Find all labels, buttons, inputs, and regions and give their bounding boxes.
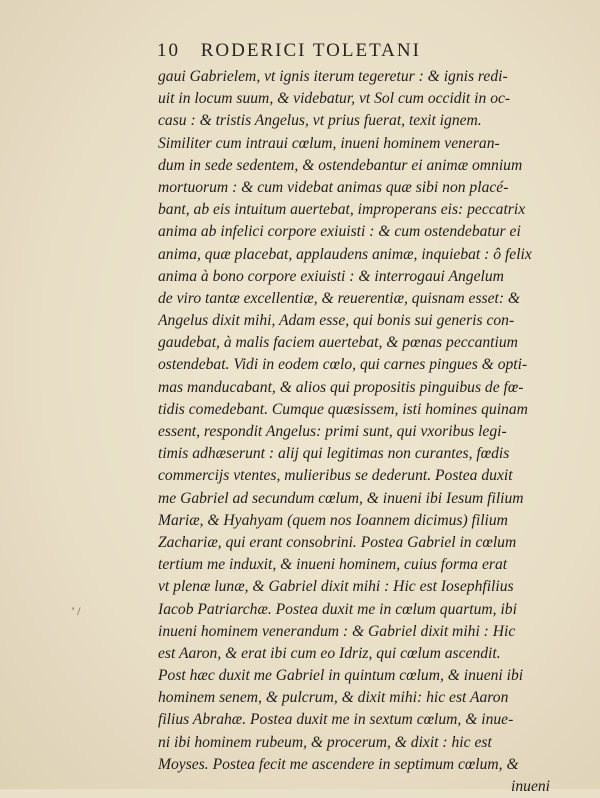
running-head <box>157 40 537 62</box>
text-line: dum in sede sedentem, & ostendebantur ei animæ omnium <box>158 156 523 174</box>
text-line: ni ibi hominem rubeum, & procerum, & dixit : hic est <box>158 733 492 751</box>
text-line: anima, quæ placebat, applaudens animæ, inquiebat : ô felix <box>158 245 532 263</box>
text-line: tertium me induxit, & inueni hominem, cuius forma erat <box>158 556 508 574</box>
text-line: inueni hominem venerandum : & Gabriel dixit mihi : Hic <box>158 622 516 640</box>
text-line: Iacob Patriarchæ. Postea duxit me in cœlum quartum, ibi <box>158 600 517 618</box>
text-line: est Aaron, & erat ibi cum eo Idriz, qui cœlum ascendit. <box>158 644 501 662</box>
text-line: Mariæ, & Hyahyam (quem nos Ioannem dicimus) filium <box>158 511 508 529</box>
running-title: RODERICI TOLETANI <box>200 40 421 61</box>
text-line: me Gabriel ad secundum cœlum, & inueni ibi Iesum filium <box>158 489 524 507</box>
margin-mark: ' / <box>72 604 81 618</box>
text-line: Similiter cum intraui cœlum, inueni hominem veneran- <box>158 134 500 152</box>
text-line: casu : & tristis Angelus, vt prius fuerat, texit ignem. <box>158 112 482 130</box>
text-line: inueni <box>511 778 550 795</box>
text-line: uit in locum suum, & videbatur, vt Sol cum occidit in oc- <box>158 90 511 108</box>
text-line: mas manducabant, & alios qui propositis pinguibus de fœ- <box>158 378 524 396</box>
text-line: Moyses. Postea fecit me ascendere in septimum cœlum, & <box>158 755 519 773</box>
text-line: gaui Gabrielem, vt ignis iterum tegeretur : & ignis redi- <box>158 68 508 85</box>
text-line: de viro tantæ excellentiæ, & reuerentiæ, quisnam esset: & <box>158 289 521 307</box>
text-line: commercijs vtentes, mulieribus se dederunt. Postea duxit <box>158 467 513 485</box>
text-line: anima ab infelici corpore exiuisti : & cum ostendebatur ei <box>158 223 521 241</box>
text-line: Zachariæ, qui erant consobrini. Postea Gabriel in cœlum <box>158 533 517 551</box>
body-text <box>158 66 550 798</box>
text-line: Post hæc duxit me Gabriel in quintum cœlum, & inueni ibi <box>158 667 524 685</box>
text-line: filius Abrahæ. Postea duxit me in sextum cœlum, & inue- <box>158 711 514 729</box>
text-line: gaudebat, à malis faciem auertebat, & pœnas peccantium <box>158 334 518 352</box>
text-line: bant, ab eis intuitum auertebat, improperans eis: peccatrix <box>158 201 526 219</box>
text-line: anima à bono corpore exiuisti : & interrogaui Angelum <box>158 267 504 285</box>
text-line: essent, respondit Angelus: primi sunt, qui vxoribus legi- <box>158 423 507 440</box>
text-line: mortuorum : & cum videbat animas quæ sibi non placé- <box>158 178 509 196</box>
text-line: timis adhæserunt : alij qui legitimas non curantes, fœdis <box>158 445 510 463</box>
text-line: Angelus dixit mihi, Adam esse, qui bonis sui generis con- <box>158 312 515 330</box>
text-line: hominem senem, & pulcrum, & dixit mihi: hic est Aaron <box>158 689 509 707</box>
text-line: vt plenæ lunæ, & Gabriel dixit mihi : Hic est Iosephfilius <box>158 578 514 596</box>
text-line: ostendebat. Vidi in eodem cœlo, qui carnes pingues & opti- <box>158 356 528 374</box>
text-line: tidis comedebant. Cumque quæsissem, isti homines quinam <box>158 400 528 418</box>
page-number: 10 <box>157 40 180 61</box>
